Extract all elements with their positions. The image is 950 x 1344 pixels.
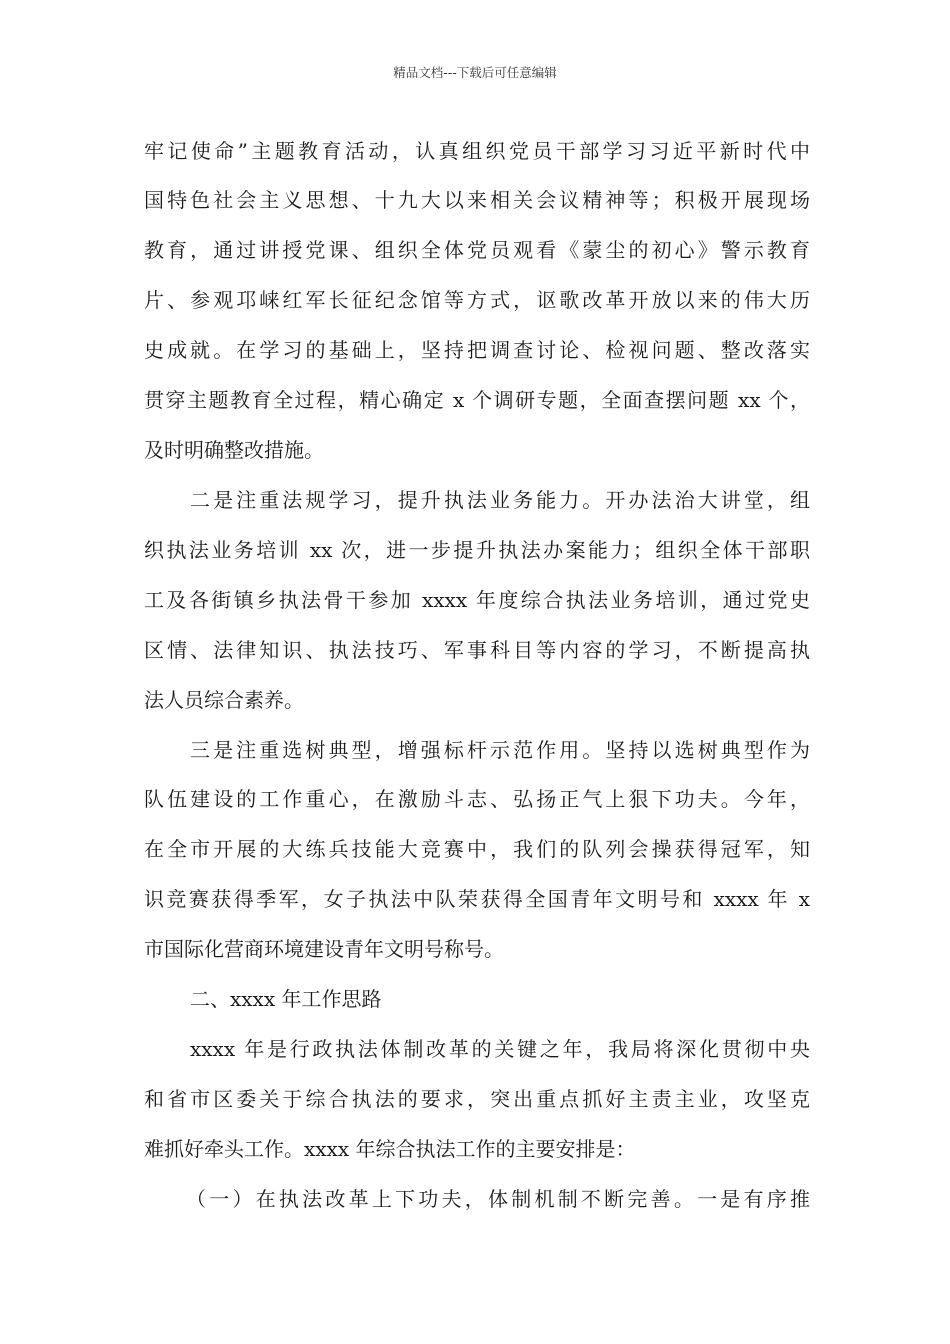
paragraph-line: 牢记使命”主题教育活动，认真组织党员干部学习习近平新时代中	[144, 139, 810, 163]
paragraph-line: 在全市开展的大练兵技能大竞赛中，我们的队列会操获得冠军，知	[144, 837, 810, 861]
paragraph-line: 三是注重选树典型，增强标杆示范作用。坚持以选树典型作为	[190, 738, 810, 762]
paragraph-line: 教育，通过讲授党课、组织全体党员观看《蒙尘的初心》警示教育	[144, 238, 810, 262]
paragraph-line: 识竞赛获得季军，女子执法中队荣获得全国青年文明号和 xxxx 年 x	[144, 887, 810, 911]
paragraph-line: 市国际化营商环境建设青年文明号称号。	[144, 937, 504, 961]
paragraph-line: 国特色社会主义思想、十九大以来相关会议精神等；积极开展现场	[144, 188, 810, 212]
paragraph-line: 织执法业务培训 xx 次，进一步提升执法办案能力；组织全体干部职	[144, 538, 810, 562]
paragraph-line: 区情、法律知识、执法技巧、军事科目等内容的学习，不断提高执	[144, 638, 810, 662]
page-header: 精品文档---下载后可任意编辑	[393, 65, 557, 80]
paragraph-line: （一）在执法改革上下功夫，体制机制不断完善。一是有序推	[186, 1187, 810, 1211]
paragraph-line: 二是注重法规学习，提升执法业务能力。开办法治大讲堂，组	[190, 488, 810, 512]
paragraph-line: 和省市区委关于综合执法的要求，突出重点抓好主责主业，攻坚克	[144, 1087, 810, 1111]
paragraph-line: xxxx 年是行政执法体制改革的关键之年，我局将深化贯彻中央	[190, 1037, 810, 1061]
paragraph-line: 史成就。在学习的基础上，坚持把调查讨论、检视问题、整改落实	[144, 338, 810, 362]
paragraph-line: 片、参观邛崃红军长征纪念馆等方式，讴歌改革开放以来的伟大历	[144, 288, 810, 312]
section-heading: 二、xxxx 年工作思路	[190, 987, 382, 1011]
paragraph-line: 难抓好牵头工作。xxxx 年综合执法工作的主要安排是：	[144, 1137, 636, 1161]
paragraph-line: 队伍建设的工作重心，在激励斗志、弘扬正气上狠下功夫。今年，	[144, 787, 810, 811]
paragraph-line: 及时明确整改措施。	[144, 438, 324, 462]
paragraph-line: 法人员综合素养。	[144, 688, 304, 712]
paragraph-line: 工及各街镇乡执法骨干参加 xxxx 年度综合执法业务培训，通过党史	[144, 588, 810, 612]
paragraph-line: 贯穿主题教育全过程，精心确定 x 个调研专题，全面查摆问题 xx 个，	[144, 388, 810, 412]
